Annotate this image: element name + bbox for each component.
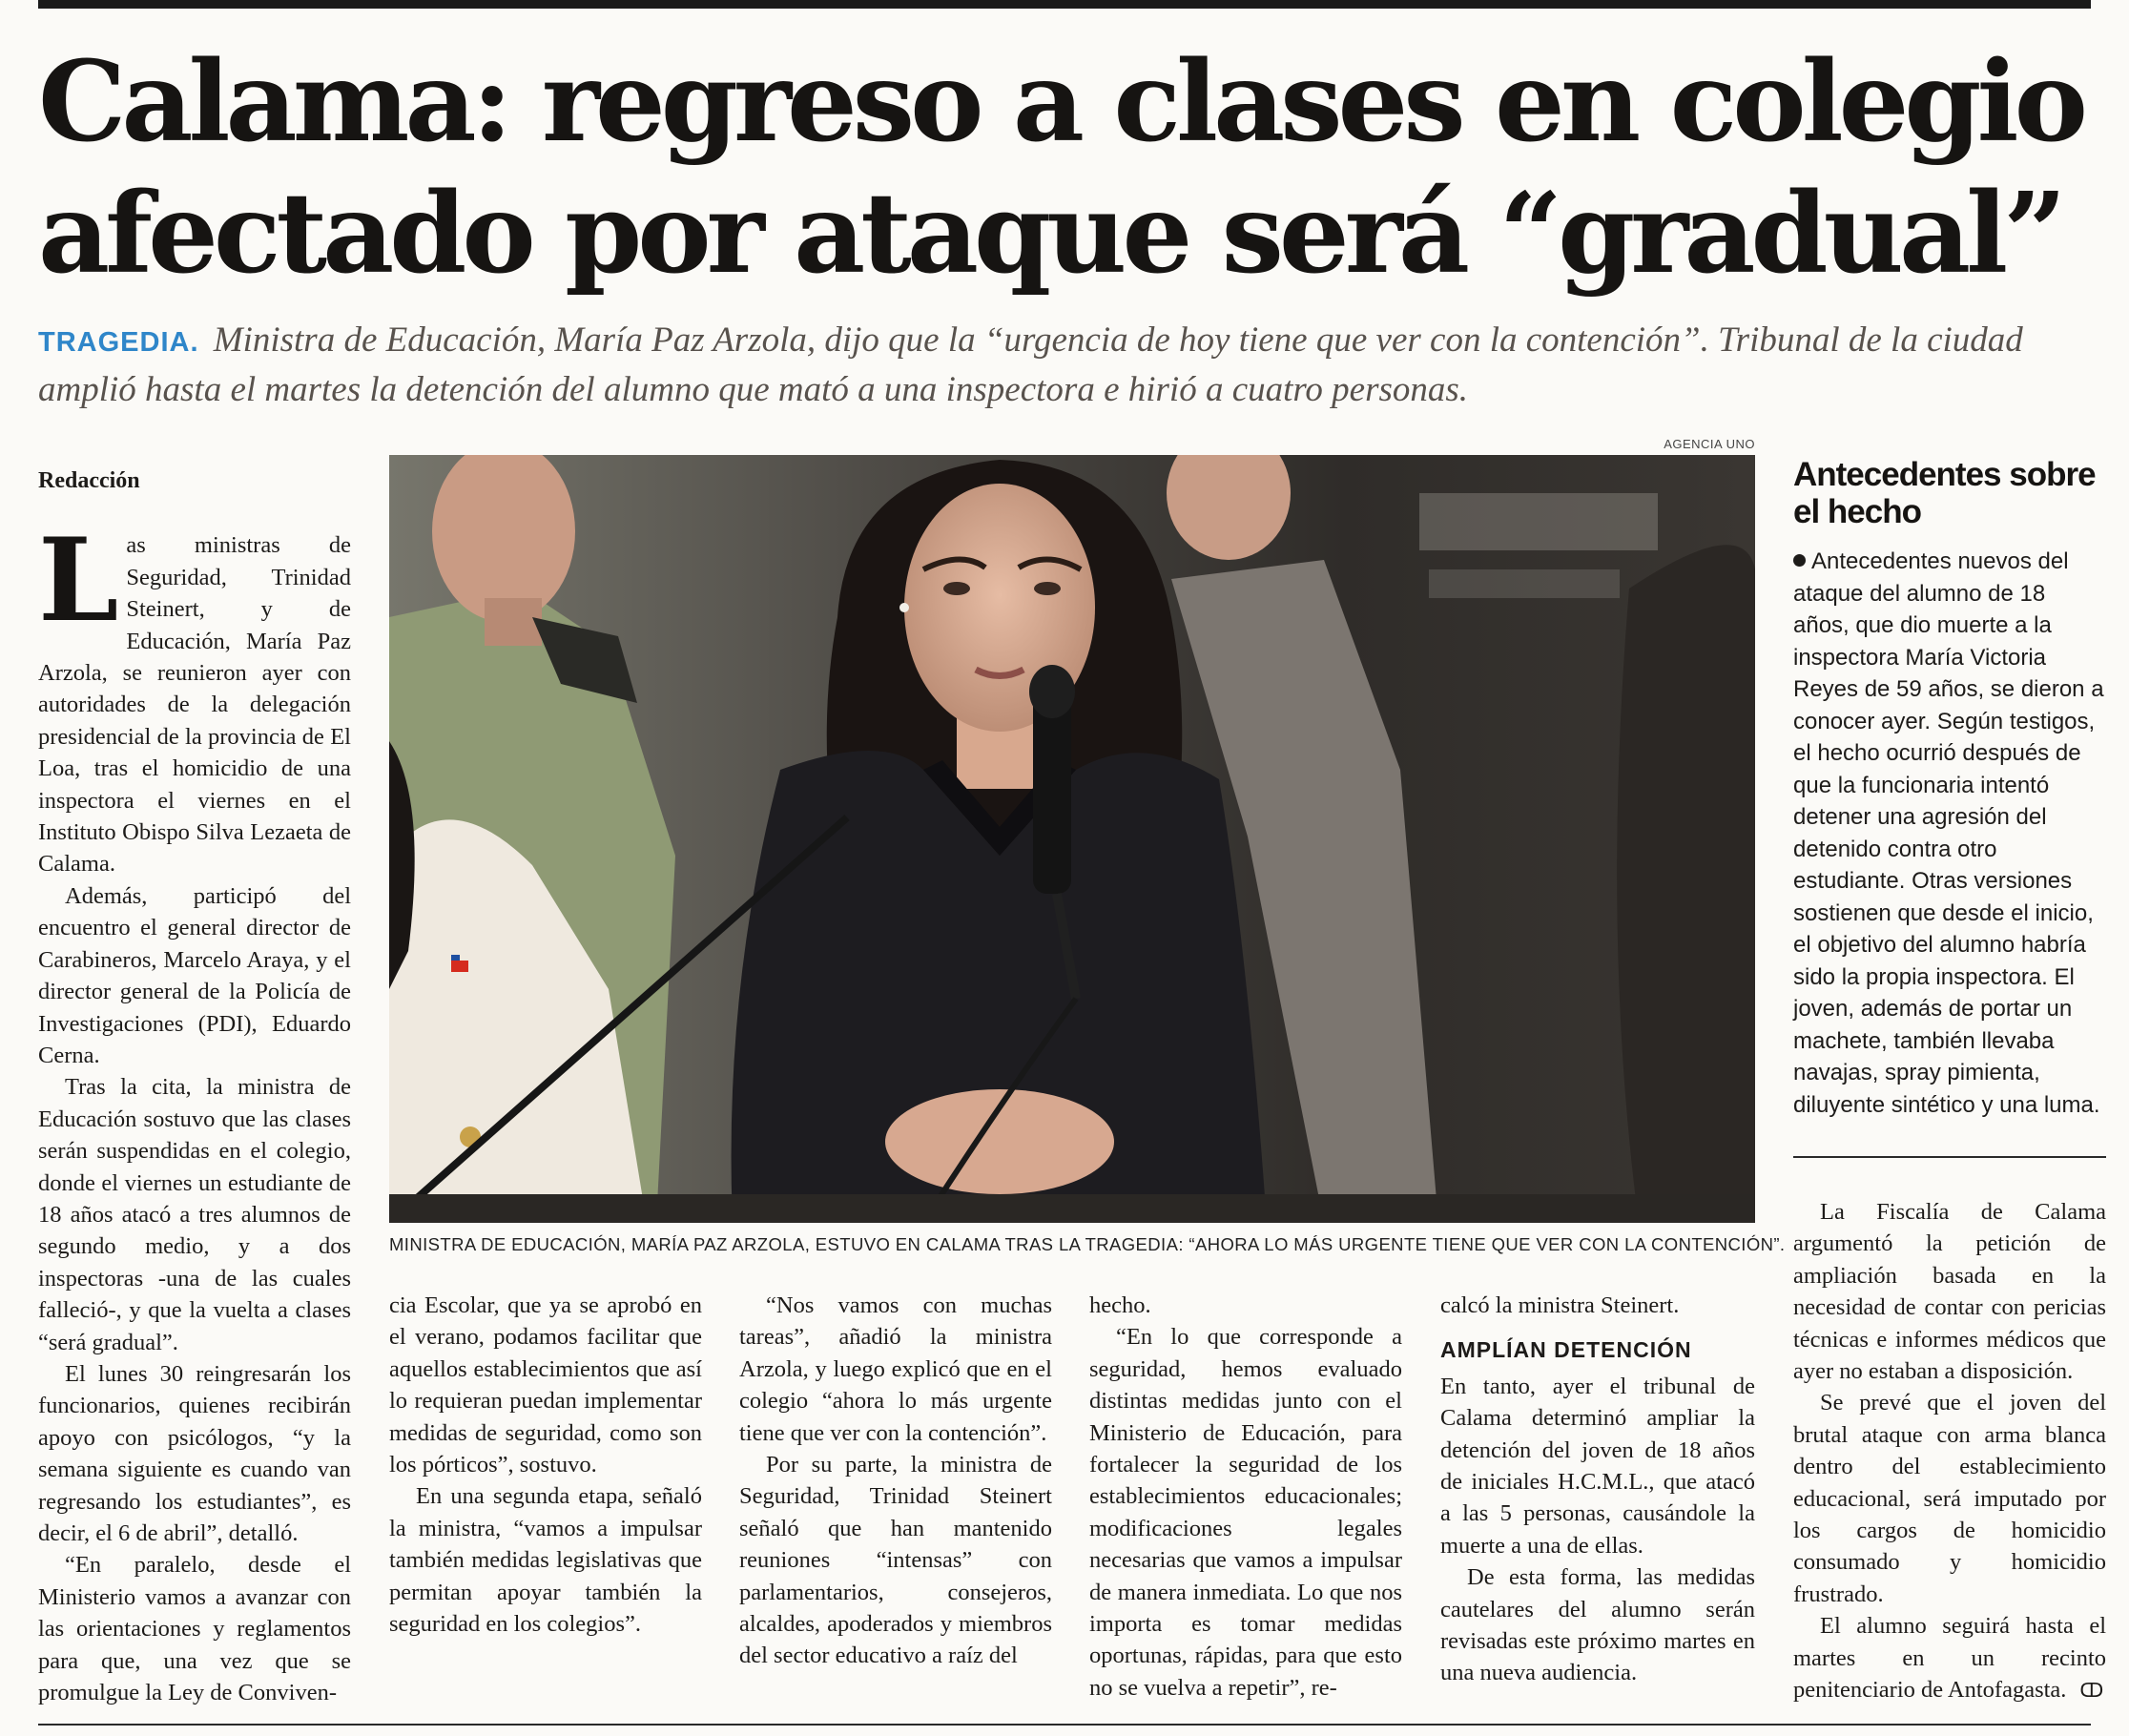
sidebar-divider	[1793, 1156, 2106, 1158]
bottom-rule	[38, 1724, 2091, 1726]
paragraph: La Fiscalía de Calama argumentó la petición de ampliación basada en la necesidad de contar con pericias técnicas e informes médicos que ayer no estaban a disposición.	[1793, 1199, 2106, 1385]
sidebar-text: Antecedentes nuevos del ataque del alumno de 18 años, que dio muerte a la inspectora María Victoria Reyes de 59 años, se dieron a conocer ayer. Según testigos, el hecho ocurrió después de que la funcionaria intentó detener una agresión del detenido contra otro estudiante. Otras versiones sostienen que desde el inicio, el objetivo del alumno habría sido la propia inspectora. El joven, además de portar un machete, también llevaba navajas, spray pimienta, diluyente sintético y una luma.	[1793, 548, 2104, 1118]
top-rule	[38, 0, 2091, 9]
paragraph: Por su parte, la ministra de Seguridad, Trinidad Steinert señaló que han mantenido reuniones “intensas” con parlamentarios, consejeros, alcaldes, apoderados y miembros del sector educativo a raíz del	[739, 1452, 1052, 1669]
column-2	[389, 1290, 702, 1640]
sidebar-body	[1793, 546, 2106, 1121]
article-photo	[389, 455, 1755, 1223]
photo-illustration	[389, 455, 1755, 1223]
paragraph-text: El alumno seguirá hasta el martes en un recinto penitenciario de Antofagasta.	[1793, 1613, 2106, 1704]
paragraph: “Nos vamos con muchas tareas”, añadió la ministra Arzola, y luego explicó que en el colegio “ahora lo más urgente tiene que ver con la contención”.	[739, 1292, 1052, 1446]
paragraph: calcó la ministra Steinert.	[1440, 1292, 1680, 1318]
byline: Redacción	[38, 468, 140, 493]
subheading: AMPLÍAN DETENCIÓN	[1440, 1337, 1692, 1363]
paragraph: El lunes 30 reingresarán los funcionarios, quienes recibirán apoyo con psicólogos, “y la semana siguiente es cuando van regresando los estudiantes”, es decir, el 6 de abril”, detalló.	[38, 1360, 351, 1546]
column-5	[1440, 1290, 1755, 1689]
paragraph: Además, participó del encuentro el general director de Carabineros, Marcelo Araya, y el director general de la Policía de Investigaciones (PDI), Eduardo Cerna.	[38, 882, 351, 1068]
paragraph: “En lo que corresponde a seguridad, hemos evaluado distintas medidas junto con el Ministerio de Educación, para fortalecer la seguridad de los establecimientos educacionales; modificaciones legales necesarias que vamos a impulsar de manera inmediata. Lo que nos importa es tomar medidas oportunas, rápidas, para que esto no se vuelva a repetir”, re-	[1089, 1324, 1402, 1701]
headline-line-1: Calama: regreso a clases en colegio	[38, 37, 2083, 167]
paragraph: cia Escolar, que ya se aprobó en el verano, podamos facilitar que aquellos establecimientos que así lo requieran puedan implementar medidas de seguridad, como son los pórticos”, sostuvo.	[389, 1292, 702, 1478]
end-mark-icon: ↀ	[2079, 1679, 2104, 1703]
paragraph	[1793, 1610, 2106, 1706]
bullet-icon	[1793, 554, 1806, 567]
column-3	[739, 1290, 1052, 1672]
paragraph: “En paralelo, desde el Ministerio vamos a avanzar con las orientaciones y reglamentos para que, una vez que se promulgue la Ley de Conviven-	[38, 1552, 351, 1706]
sidebar-title: Antecedentes sobre el hecho	[1793, 456, 2096, 530]
deck	[38, 317, 2098, 413]
sidebar-box	[1793, 456, 2106, 1121]
headline	[38, 36, 2098, 300]
column-1	[38, 465, 351, 1708]
lead-paragraph-text: as ministras de Seguridad, Trinidad Steinert, y de Educación, María Paz Arzola, se reunieron ayer con autoridades de la delegación presidencial de la provincia de El Loa, tras el homicidio de una inspectora el viernes en el Instituto Obispo Silva Lezaeta de Calama.	[38, 532, 351, 878]
paragraph: hecho.	[1089, 1292, 1151, 1318]
deck-text: Ministra de Educación, María Paz Arzola, dijo que la “urgencia de hoy tiene que ver con la contención”. Tribunal de la ciudad amplió hasta el martes la detención del alumno que mató a una inspectora e hirió a cuatro personas.	[38, 320, 2023, 409]
paragraph: En una segunda etapa, señaló la ministra, “vamos a impulsar también medidas legislativas que permitan apoyar también la seguridad en los colegios”.	[389, 1483, 702, 1638]
lead-paragraph	[38, 513, 351, 879]
photo-credit: AGENCIA UNO	[1664, 437, 1755, 451]
headline-line-2: afectado por ataque será “gradual”	[38, 169, 2062, 299]
column-6	[1793, 1196, 2106, 1707]
paragraph: En tanto, ayer el tribunal de Calama determinó ampliar la detención del joven de 18 años de iniciales H.C.M.L., que atacó a las 5 personas, causándole la muerte a una de ellas.	[1440, 1373, 1755, 1559]
paragraph: De esta forma, las medidas cautelares del alumno serán revisadas este próximo martes en una nueva audiencia.	[1440, 1564, 1755, 1686]
photo-caption: MINISTRA DE EDUCACIÓN, MARÍA PAZ ARZOLA, ESTUVO EN CALAMA TRAS LA TRAGEDIA: “AHORA LO MÁS URGENTE TIENE QUE VER CON LA CONTENCIÓN”.	[389, 1234, 1786, 1254]
drop-cap: L	[38, 513, 119, 649]
kicker: TRAGEDIA.	[38, 327, 199, 358]
paragraph: Se prevé que el joven del brutal ataque con arma blanca dentro del establecimiento educacional, será imputado por los cargos de homicidio consumado y homicidio frustrado.	[1793, 1390, 2106, 1607]
column-4	[1089, 1290, 1402, 1704]
paragraph: Tras la cita, la ministra de Educación sostuvo que las clases serán suspendidas en el colegio, donde el viernes un estudiante de 18 años atacó a tres alumnos de segundo medio, y a dos inspectoras -una de las cuales falleció-, y que la vuelta a clases “será gradual”.	[38, 1074, 351, 1355]
